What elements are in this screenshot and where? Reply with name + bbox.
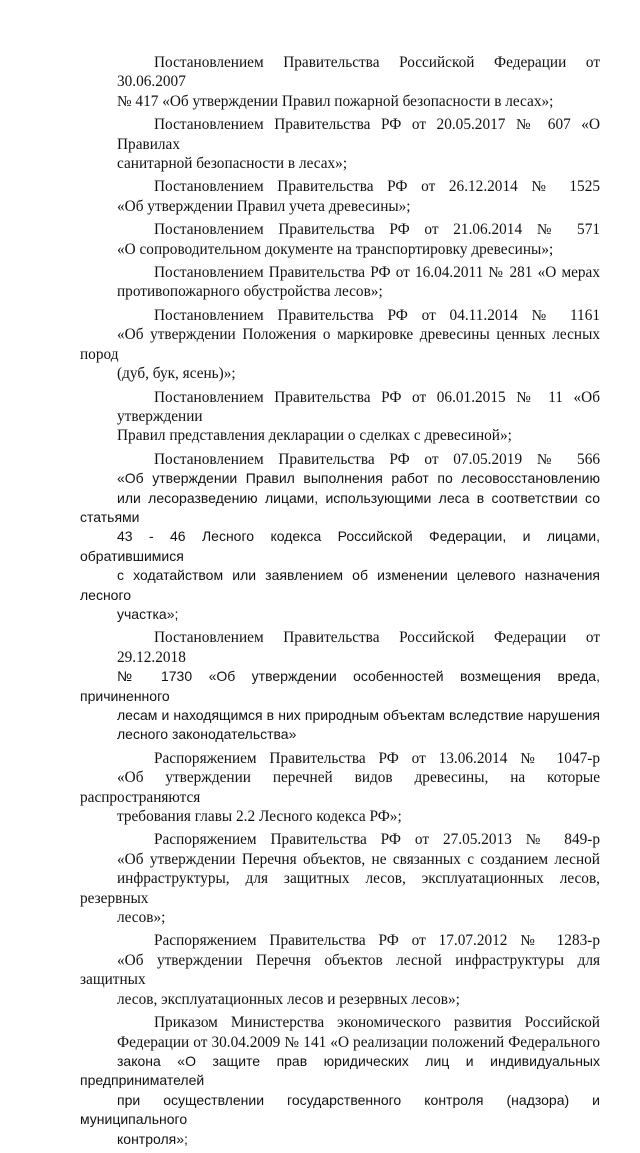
list-item — [80, 749, 600, 827]
text-line: требования главы 2.2 Лесного кодекса РФ»; — [117, 808, 402, 826]
list-item — [80, 388, 600, 446]
text-line: санитарной безопасности в лесах»; — [117, 155, 348, 173]
list-item — [80, 628, 600, 744]
text-line: Постановлением Правительства РФ от 16.04.2011 № 281 «О мерах — [154, 264, 600, 282]
text-line: инфраструктуры, для защитных лесов, эксплуатационных лесов, резервных — [80, 870, 600, 907]
text-line: лесного законодательства» — [117, 726, 297, 743]
list-item — [80, 1013, 600, 1149]
text-line: закона «О защите прав юридических лиц и индивидуальных предпринимателей — [80, 1052, 600, 1089]
text-line: 43 - 46 Лесного кодекса Российской Федерации, и лицами, обратившимися — [80, 528, 600, 564]
text-line: № 1730 «Об утверждении особенностей возмещения вреда, причиненного — [80, 668, 600, 704]
text-line: Постановлением Правительства Российской Федерации от 30.06.2007 — [117, 54, 600, 91]
text-line: «Об утверждении Положения о маркировке древесины ценных лесных пород — [80, 326, 600, 363]
text-line: (дуб, бук, ясень)»; — [117, 365, 236, 383]
text-line: «О сопроводительном документе на транспортировку древесины»; — [117, 240, 554, 258]
list-item — [80, 220, 600, 259]
text-line: лесам и находящимся в них природным объектам вследствие нарушения — [117, 707, 600, 723]
text-line: «Об утверждении Правил выполнения работ по лесовосстановлению — [117, 470, 600, 487]
text-line: при осуществлении государственного контроля (надзора) и муниципального — [80, 1091, 600, 1128]
text-line: Постановлением Правительства РФ от 21.06.2014 № 571 — [154, 221, 600, 239]
list-item — [80, 306, 600, 384]
text-line: участка»; — [117, 605, 179, 622]
text-line: лесов, эксплуатационных лесов и резервных лесов»; — [117, 990, 460, 1008]
text-line: Постановлением Правительства Российской Федерации от 29.12.2018 — [117, 629, 600, 666]
text-line: Федерации от 30.04.2009 № 141 «О реализации положений Федерального — [117, 1033, 600, 1051]
text-line: Распоряжением Правительства РФ от 27.05.2013 № 849-р — [154, 831, 600, 849]
list-item — [80, 263, 600, 302]
list-item — [80, 931, 600, 1009]
text-line: Постановлением Правительства РФ от 06.01.2015 № 11 «Об утверждении — [117, 388, 600, 425]
text-line: или лесоразведению лицами, использующими леса в соответствии со статьями — [80, 489, 600, 525]
text-line: Постановлением Правительства РФ от 07.05.2019 № 566 — [154, 450, 600, 468]
list-item — [80, 53, 600, 111]
text-line: Постановлением Правительства РФ от 20.05.2017 № 607 «О Правилах — [117, 116, 600, 153]
text-line: с ходатайством или заявлением об изменении целевого назначения лесного — [80, 567, 600, 603]
text-line: Распоряжением Правительства РФ от 17.07.2012 № 1283-р — [154, 932, 600, 950]
text-line: противопожарного обустройства лесов»; — [117, 283, 383, 301]
document-page — [80, 53, 600, 1153]
list-item — [80, 177, 600, 216]
text-line: «Об утверждении Перечня объектов, не связанных с созданием лесной — [117, 850, 600, 868]
text-line: «Об утверждении перечней видов древесины, на которые распространяются — [80, 769, 600, 806]
list-item — [80, 450, 600, 625]
text-line: № 417 «Об утверждении Правил пожарной безопасности в лесах»; — [117, 92, 554, 110]
text-line: Распоряжением Правительства РФ от 13.06.2014 № 1047-р — [154, 749, 600, 767]
text-line: Правил представления декларации о сделках с древесиной»; — [117, 427, 512, 445]
text-line: лесов»; — [117, 909, 166, 927]
text-line: Постановлением Правительства РФ от 04.11.2014 № 1161 — [154, 306, 600, 324]
text-line: контроля»; — [117, 1130, 188, 1147]
text-line: Приказом Министерства экономического развития Российской — [154, 1014, 600, 1032]
text-line: «Об утверждении Правил учета древесины»; — [117, 197, 411, 215]
list-item — [80, 830, 600, 927]
text-line: Постановлением Правительства РФ от 26.12.2014 № 1525 — [154, 178, 600, 196]
list-item — [80, 115, 600, 173]
text-line: «Об утверждении Перечня объектов лесной инфраструктуры для защитных — [80, 951, 600, 989]
